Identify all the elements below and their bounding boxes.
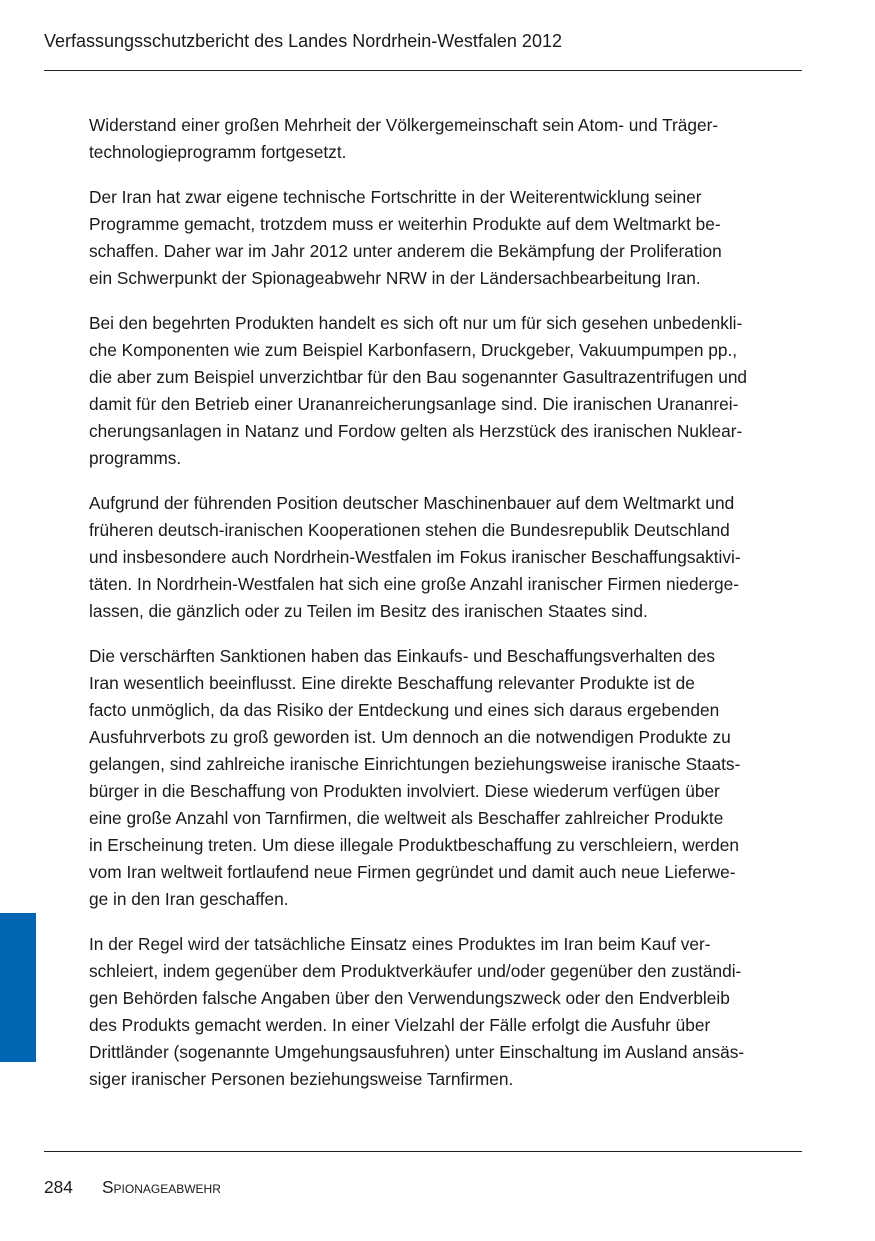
text-line: bürger in die Beschaffung von Produkten involviert. Diese wiederum verfügen über (89, 781, 720, 801)
paragraph-4 (89, 490, 802, 625)
text-line: lassen, die gänzlich oder zu Teilen im Besitz des iranischen Staates sind. (89, 601, 648, 621)
section-title: Spionageabwehr (102, 1177, 221, 1197)
text-line: schleiert, indem gegenüber dem Produktverkäufer und/oder gegenüber den zuständi- (89, 961, 742, 981)
paragraph-5 (89, 643, 802, 913)
paragraph-1 (89, 112, 802, 166)
paragraph-6 (89, 931, 802, 1093)
text-line: cherungsanlagen in Natanz und Fordow gelten als Herzstück des iranischen Nuklear- (89, 421, 743, 441)
text-line: Drittländer (sogenannte Umgehungsausfuhren) unter Einschaltung im Ausland ansäs- (89, 1042, 745, 1062)
header-divider (44, 70, 802, 71)
footer-divider (44, 1151, 802, 1152)
text-line: Ausfuhrverbots zu groß geworden ist. Um dennoch an die notwendigen Produkte zu (89, 727, 731, 747)
running-header: Verfassungsschutzbericht des Landes Nordrhein-Westfalen 2012 (44, 31, 562, 51)
text-line: Programme gemacht, trotzdem muss er weiterhin Produkte auf dem Weltmarkt be- (89, 214, 721, 234)
text-line: Widerstand einer großen Mehrheit der Völkergemeinschaft sein Atom- und Träger- (89, 115, 719, 135)
page-number: 284 (44, 1177, 73, 1197)
text-line: Bei den begehrten Produkten handelt es sich oft nur um für sich gesehen unbedenkli- (89, 313, 743, 333)
text-line: Iran wesentlich beeinflusst. Eine direkte Beschaffung relevanter Produkte ist de (89, 673, 695, 693)
text-line: Der Iran hat zwar eigene technische Fortschritte in der Weiterentwicklung seiner (89, 187, 702, 207)
text-line: damit für den Betrieb einer Urananreicherungsanlage sind. Die iranischen Urananrei- (89, 394, 739, 414)
text-line: technologieprogramm fortgesetzt. (89, 142, 347, 162)
text-line: Aufgrund der führenden Position deutscher Maschinenbauer auf dem Weltmarkt und (89, 493, 735, 513)
text-line: che Komponenten wie zum Beispiel Karbonfasern, Druckgeber, Vakuumpumpen pp., (89, 340, 738, 360)
text-line: vom Iran weltweit fortlaufend neue Firmen gegründet und damit auch neue Lieferwe- (89, 862, 736, 882)
text-line: gelangen, sind zahlreiche iranische Einrichtungen beziehungsweise iranische Staats- (89, 754, 741, 774)
text-line: programms. (89, 448, 182, 468)
text-line: schaffen. Daher war im Jahr 2012 unter anderem die Bekämpfung der Proliferation (89, 241, 722, 261)
text-line: ein Schwerpunkt der Spionageabwehr NRW in der Ländersachbearbeitung Iran. (89, 268, 701, 288)
chapter-side-tab (0, 913, 36, 1062)
paragraph-2 (89, 184, 802, 292)
text-line: ge in den Iran geschaffen. (89, 889, 289, 909)
text-line: gen Behörden falsche Angaben über den Verwendungszweck oder den Endverbleib (89, 988, 730, 1008)
text-line: täten. In Nordrhein-Westfalen hat sich eine große Anzahl iranischer Firmen niederge- (89, 574, 739, 594)
text-line: früheren deutsch-iranischen Kooperationen stehen die Bundesrepublik Deutschland (89, 520, 730, 540)
text-line: eine große Anzahl von Tarnfirmen, die weltweit als Beschaffer zahlreicher Produkte (89, 808, 724, 828)
text-line: die aber zum Beispiel unverzichtbar für den Bau sogenannter Gasultrazentrifugen und (89, 367, 748, 387)
paragraph-3 (89, 310, 802, 472)
body-text (89, 112, 802, 1111)
text-line: in Erscheinung treten. Um diese illegale Produktbeschaffung zu verschleiern, werden (89, 835, 740, 855)
text-line: des Produkts gemacht werden. In einer Vielzahl der Fälle erfolgt die Ausfuhr über (89, 1015, 711, 1035)
text-line: und insbesondere auch Nordrhein-Westfalen im Fokus iranischer Beschaffungsaktivi- (89, 547, 741, 567)
text-line: Die verschärften Sanktionen haben das Einkaufs- und Beschaffungsverhalten des (89, 646, 716, 666)
text-line: siger iranischer Personen beziehungsweise Tarnfirmen. (89, 1069, 514, 1089)
text-line: In der Regel wird der tatsächliche Einsatz eines Produktes im Iran beim Kauf ver- (89, 934, 711, 954)
text-line: facto unmöglich, da das Risiko der Entdeckung und eines sich daraus ergebenden (89, 700, 720, 720)
